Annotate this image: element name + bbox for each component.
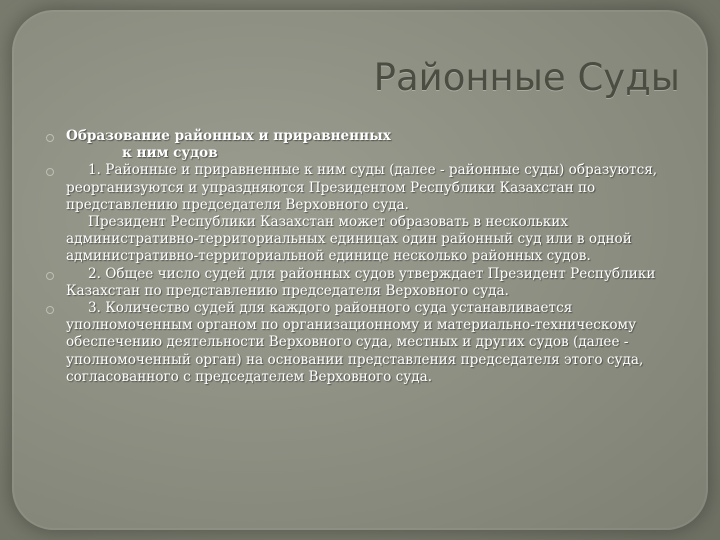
circle-bullet-icon [46,134,54,142]
list-item [46,266,678,300]
circle-bullet-icon [46,168,54,176]
slide-title: Районные Суды [373,56,680,99]
list-item [46,162,678,265]
paragraph: 2. Общее число судей для районных судов утверждает Президент Республики Казахстан по представлению председателя Верховного суда. [66,265,656,299]
paragraph: Президент Республики Казахстан может образовать в нескольких административно-территориальных единицах один районный суд или в одной административно-территориальной единице несколько районных судов. [66,214,632,265]
circle-bullet-icon [46,272,54,280]
section-heading: Образование районных и приравненных [66,128,391,144]
list-item [46,300,678,386]
paragraph: 1. Районные и приравненные к ним суды (далее - районные суды) образуются, реорганизуются и упраздняются Президентом Республики Казахстан по представлению председателя Верховного суда. [66,162,658,213]
circle-bullet-icon [46,306,54,314]
paragraph: 3. Количество судей для каждого районного суда устанавливается уполномоченным органом по организационному и материально-техническому обеспечению деятельности Верховного суда, местных и других судов (далее - уполномоченный орган) на основании представления председателя этого суда, согласованного с председателем Верховного суда. [66,300,644,385]
bullet-list [46,128,678,386]
list-item [46,128,678,162]
section-heading-continuation: к ним судов [122,145,218,162]
